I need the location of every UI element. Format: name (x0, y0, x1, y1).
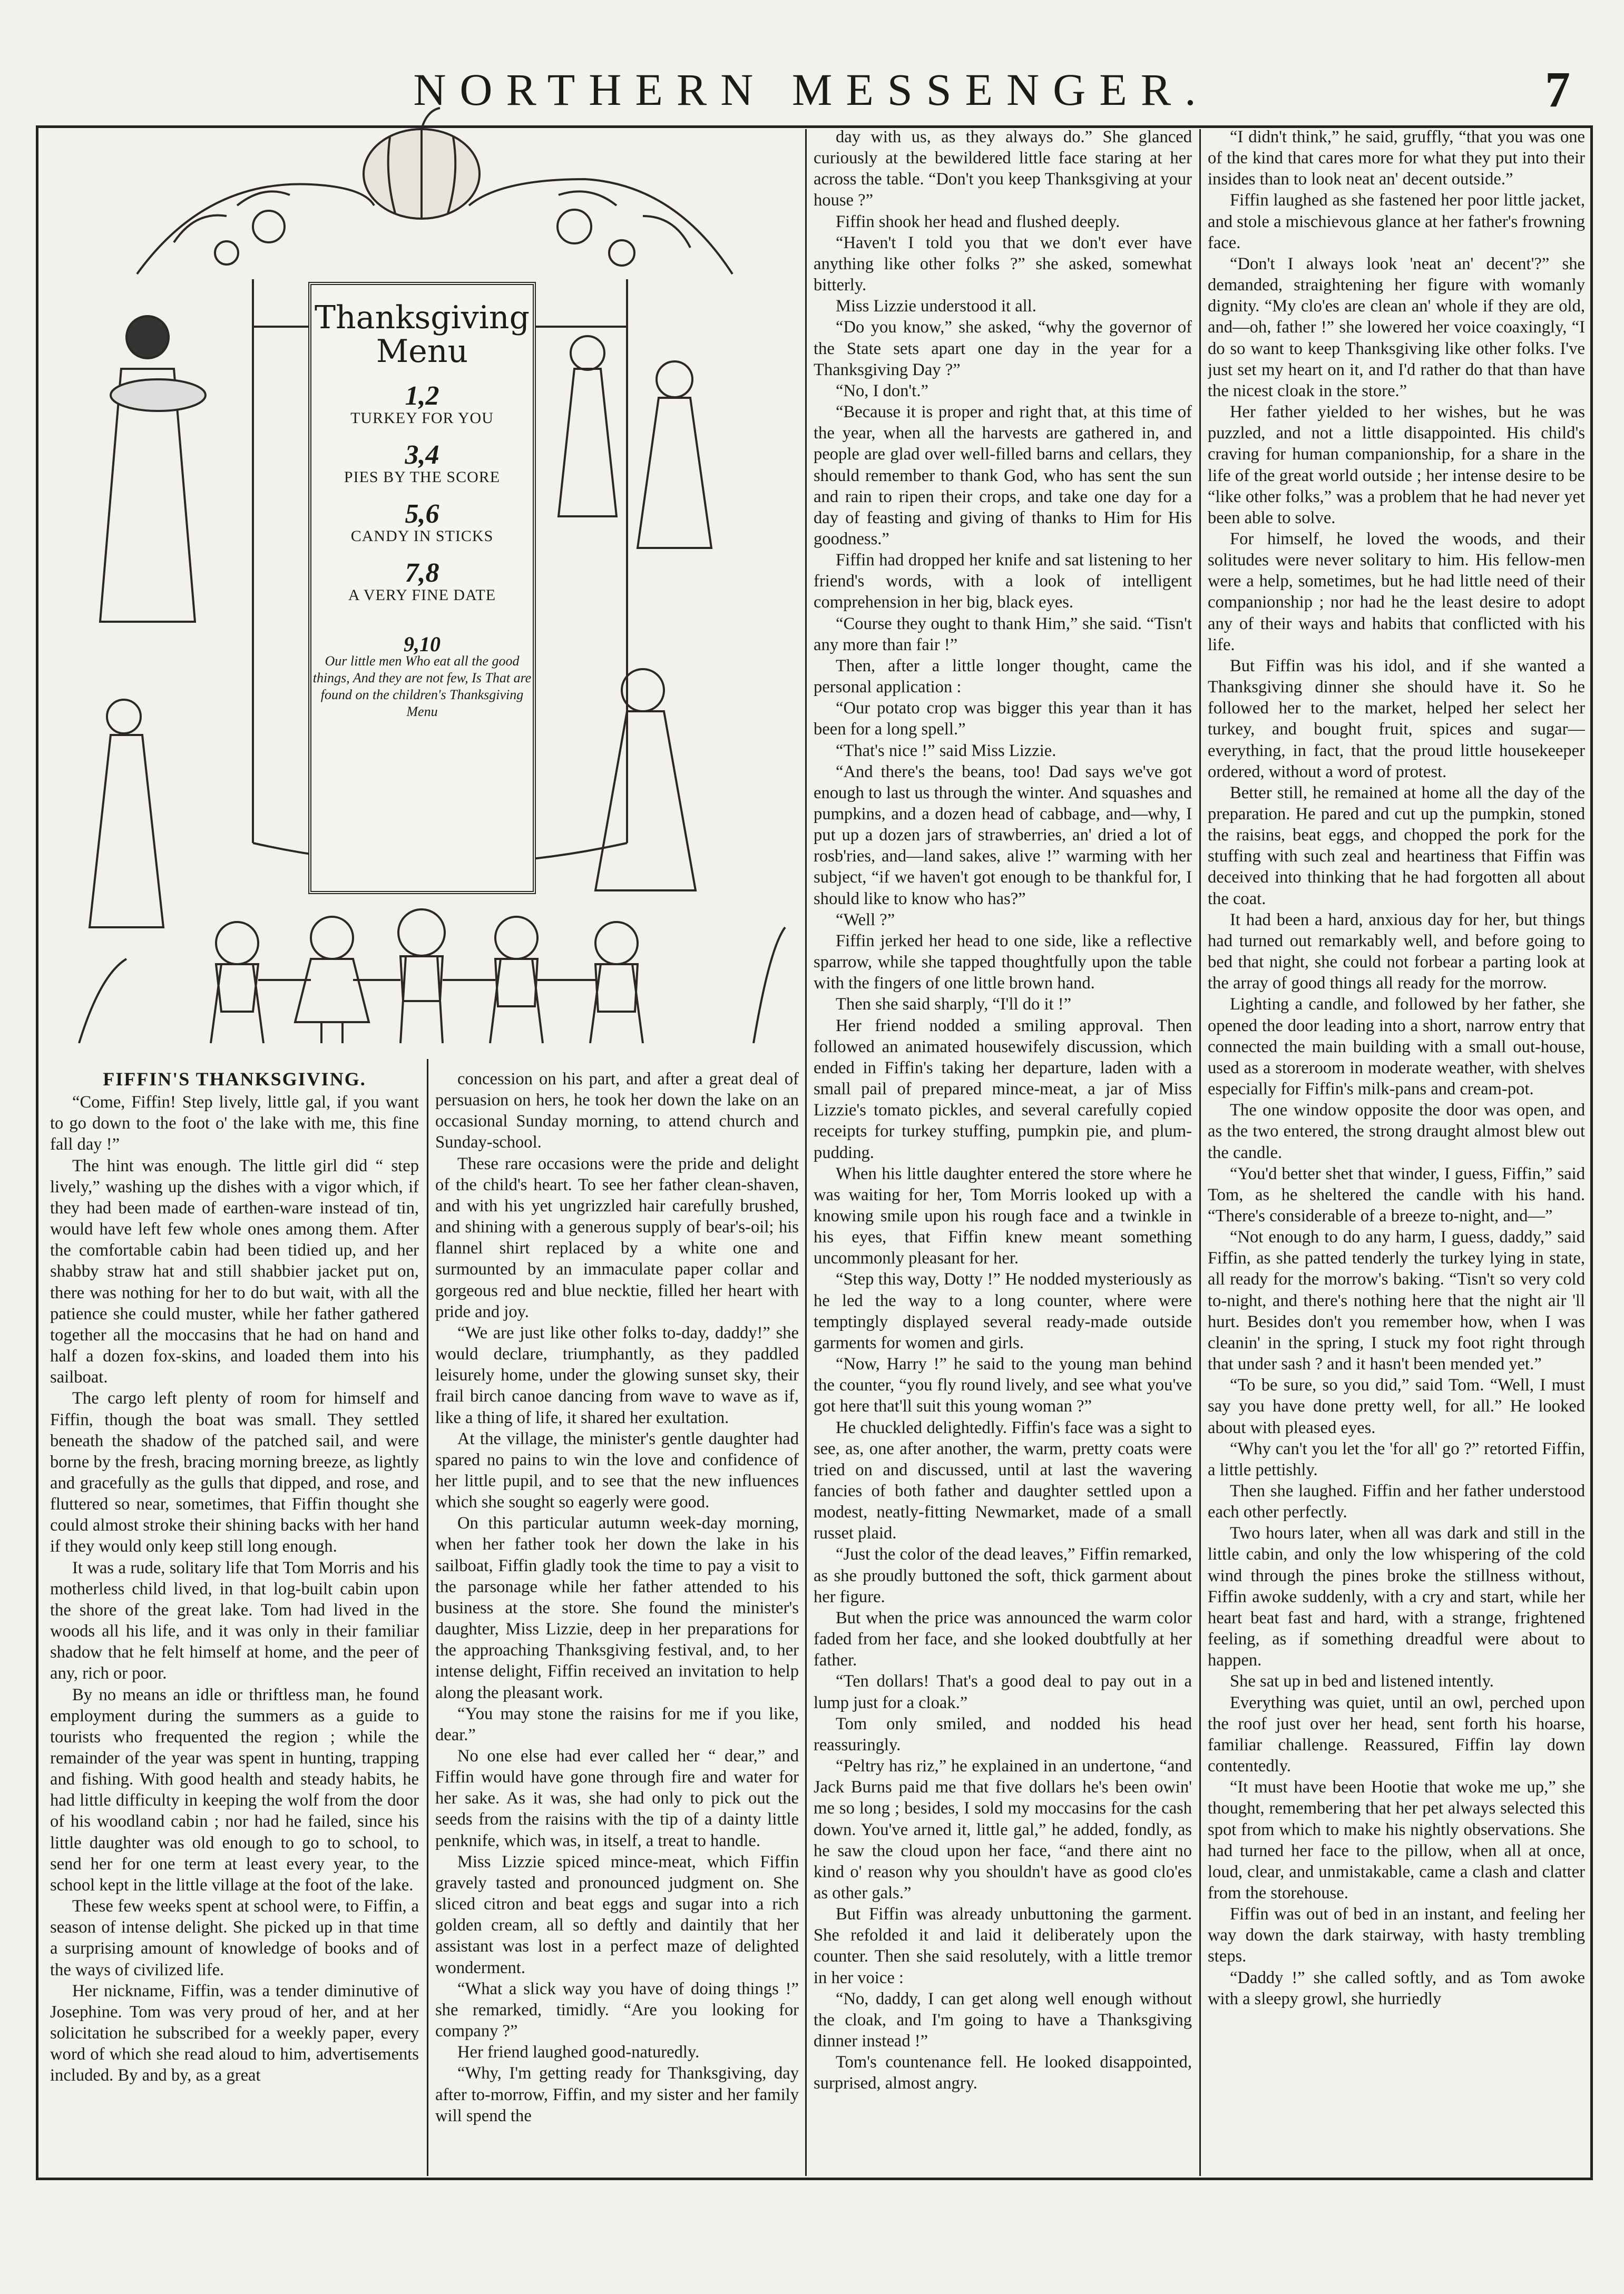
menu-footnote-text: Our little men Who eat all the good things, And they are not few, Is That are found on the children's Thanksgiving Menu (312, 653, 532, 719)
article-column-4 (1208, 126, 1585, 2176)
menu-item-text: TURKEY FOR YOU (350, 409, 494, 427)
paragraph: Then she said sharply, “I'll do it !” (836, 995, 1072, 1014)
menu-item-number: 7,8 (405, 558, 439, 588)
paragraph: “It must have been Hootie that woke me up,” she thought, remembering that her pet always selected this spot from which to make his nightly observations. She had turned her face to the pillow, when all at once, loud, clear, and unmistakable, came a clash and clatter from the storehouse. (1208, 1778, 1585, 1903)
paragraph: Fiffin had dropped her knife and sat listening to her friend's words, with a look of intelligent comprehension in her big, black eyes. (814, 551, 1192, 612)
paragraph: “We are just like other folks to-day, daddy!” she would declare, triumphantly, as they paddled leisurely home, under the glowing sunset sky, their frail birch canoe dancing from wave to wave as if, like a thing of life, it shared her exultation. (435, 1323, 799, 1427)
column-2-body (435, 1068, 799, 2126)
paragraph: Everything was quiet, until an owl, perched upon the roof just over her head, sent forth his hoarse, familiar challenge. Reassured, Fiffin lay down contentedly. (1208, 1693, 1585, 1776)
paragraph: “Because it is proper and right that, at this time of the year, when all the harvests are gathered in, and people are glad over well-filled barns and cellars, they should remember to thank God, who has sent the sun and rain to ripen their crops, and take one day for a day of feasting and giving of thanks to Him for His goodness.” (814, 403, 1192, 548)
menu-item-text: A VERY FINE DATE (348, 586, 496, 604)
menu-item (311, 383, 533, 427)
paragraph: Fiffin was out of bed in an instant, and feeling her way down the dark stairway, with hasty trembling steps. (1208, 1905, 1585, 1966)
paragraph: “I didn't think,” he said, gruffly, “that you was one of the kind that cares more for what they put into their insides than to look neat an' decent outside.” (1208, 128, 1585, 189)
paragraph: “And there's the beans, too! Dad says we've got enough to last us through the winter. And squashes and pumpkins, and a dozen head of cabbage, and—why, I put up a dozen jars of strawberries, an' dried a lot of rosb'ries, and—land sakes, alive !” warming with her subject, “if we haven't got enough to be thankful for, I should like to know who has?” (814, 762, 1192, 908)
paragraph: It had been a hard, anxious day for her, but things had turned out remarkably well, and before going to bed that night, she could not forbear a parting look at the array of good things all ready for the morrow. (1208, 910, 1585, 993)
menu-footnote-number: 9,10 (404, 632, 441, 656)
menu-item-number: 1,2 (405, 381, 439, 411)
paragraph: These rare occasions were the pride and delight of the child's heart. To see her father clean-shaven, and with his yet ungrizzled hair carefully brushed, and shining with a generous supply of bear's-oil; his flannel shirt replaced by a white one and surmounted by an immaculate paper collar and gorgeous red and blue necktie, filled her heart with pride and joy. (435, 1154, 799, 1321)
menu-item-text: CANDY IN STICKS (350, 527, 494, 545)
article-column-1 (50, 1068, 419, 2175)
paragraph: “Daddy !” she called softly, and as Tom awoke with a sleepy growl, she hurriedly (1208, 1968, 1585, 2008)
paragraph: “No, I don't.” (836, 381, 928, 400)
paragraph: Tom only smiled, and nodded his head reassuringly. (814, 1714, 1192, 1754)
paragraph: “Come, Fiffin! Step lively, little gal, if you want to go down to the foot o' the lake with me, this fine fall day !” (50, 1093, 419, 1154)
article-column-2 (435, 1068, 799, 2175)
paragraph: “No, daddy, I can get along well enough without the cloak, and I'm going to have a Thanksgiving dinner instead !” (814, 1989, 1192, 2051)
paragraph: “Well ?” (836, 910, 895, 929)
paragraph: Her father yielded to her wishes, but he was puzzled, and not a little disappointed. His child's craving for human companionship, for a share in the life of the great world outside ; her intense desire to be “like other folks,” was a problem that he had never yet been able to solve. (1208, 403, 1585, 527)
column-4-body (1208, 126, 1585, 2009)
paragraph: Lighting a candle, and followed by her father, she opened the door leading into a short, narrow entry that connected the main building with a small out-house, used as a storeroom in moderate weather, with shelves especially for Fiffin's milk-pans and cream-pot. (1208, 995, 1585, 1099)
paragraph: Fiffin shook her head and flushed deeply. (836, 212, 1120, 231)
paragraph: “Haven't I told you that we don't ever have anything like other folks ?” she asked, somewhat bitterly. (814, 233, 1192, 295)
column-rule-3 (1199, 129, 1201, 2176)
paragraph: He chuckled delightedly. Fiffin's face was a sight to see, as, one after another, the warm, pretty coats were tried on and discussed, until at last the wavering fancies of both father and daughter settled upon a modest, neatly-fitting Newmarket, made of a small russet plaid. (814, 1418, 1192, 1543)
column-rule-1 (427, 1059, 428, 2176)
paragraph: Fiffin laughed as she fastened her poor little jacket, and stole a mischievous glance at her father's frowning face. (1208, 191, 1585, 252)
paragraph: “Not enough to do any harm, I guess, daddy,” said Fiffin, as she patted tenderly the turkey lying in state, all ready for the morrow's baking. “Tisn't so very cold to-night, and there's nothing here that the night air 'll hurt. Besides don't you remember how, when I was cleanin' in the spring, I stuck my foot right through that under sash ? and it hasn't been mended yet.” (1208, 1228, 1585, 1374)
menu-item (311, 501, 533, 545)
paragraph: By no means an idle or thriftless man, he found employment during the summers as a guide to tourists who frequented the region ; while the remainder of the year was spent in hunting, trapping and fishing. With good health and steady habits, he had little difficulty in keeping the wolf from the door of his woodland cabin ; nor had he failed, since his little daughter was old enough to go to school, to send her for one term at least every year, to the school kept in the little village at the foot of the lake. (50, 1685, 419, 1895)
menu-footnote (311, 632, 533, 720)
paragraph: “Why can't you let the 'for all' go ?” retorted Fiffin, a little pettishly. (1208, 1439, 1585, 1479)
page-border-right (1590, 125, 1593, 2180)
paragraph: The cargo left plenty of room for himself and Fiffin, though the boat was small. They settled beneath the shadow of the patched sail, and were borne by the fresh, bracing morning breeze, as lightly and gracefully as the gulls that dipped, and rose, and fluttered so near, sometimes, that Fiffin thought she could almost stroke their shining backs with her hand if they would only keep still long enough. (50, 1389, 419, 1556)
paragraph: Her nickname, Fiffin, was a tender diminutive of Josephine. Tom was very proud of her, and at her solicitation he subscribed for a weekly paper, every word of which she read aloud to him, advertisements included. By and by, as a great (50, 1981, 419, 2085)
column-rule-2 (805, 129, 807, 2176)
menu-item (311, 442, 533, 486)
paragraph: These few weeks spent at school were, to Fiffin, a season of intense delight. She picked up in that time a surprising amount of knowledge of books and of the ways of civilized life. (50, 1897, 419, 1979)
paragraph: “You may stone the raisins for me if you like, dear.” (435, 1704, 799, 1744)
paragraph: concession on his part, and after a great deal of persuasion on hers, he took her down the lake on an occasional Sunday morning, to attend church and Sunday-school. (435, 1070, 799, 1152)
paragraph: “Don't I always look 'neat an' decent'?” she demanded, straightening her figure with womanly dignity. “My clo'es are clean an' whole if they are old, and—oh, father !” she lowered her voice coaxingly, “I do so want to keep Thanksgiving like other folks. I've just set my heart on it, and I'd rather do that than have the nicest cloak in the store.” (1208, 254, 1585, 400)
paragraph: “You'd better shet that winder, I guess, Fiffin,” said Tom, as he sheltered the candle with his hand. “There's considerable of a breeze to-night, and—” (1208, 1164, 1585, 1226)
paragraph: She sat up in bed and listened intently. (1230, 1672, 1494, 1691)
paragraph: “Why, I'm getting ready for Thanksgiving, day after to-morrow, Fiffin, and my sister and her family will spend the (435, 2064, 799, 2125)
paragraph: “Just the color of the dead leaves,” Fiffin remarked, as she proudly buttoned the soft, thick garment about her figure. (814, 1545, 1192, 1606)
menu-item-number: 5,6 (405, 499, 439, 529)
paragraph: Then she laughed. Fiffin and her father understood each other perfectly. (1208, 1482, 1585, 1522)
paragraph: Then, after a little longer thought, came the personal application : (814, 656, 1192, 697)
paragraph: “Course they ought to thank Him,” she said. “Tisn't any more than fair !” (814, 614, 1192, 654)
paragraph: When his little daughter entered the store where he was waiting for her, Tom Morris looked up with a knowing smile upon his rough face and a twinkle in his eyes, that Fiffin knew meant something uncommonly pleasant for her. (814, 1164, 1192, 1268)
paragraph: “What a slick way you have of doing things !” she remarked, timidly. “Are you looking for company ?” (435, 1979, 799, 2041)
paragraph: Two hours later, when all was dark and still in the little cabin, and only the low whispering of the cold wind through the pines broke the stillness without, Fiffin awoke suddenly, with a cry and start, while her heart beat fast and hard, with a strange, frightened feeling, as if something dreadful were about to happen. (1208, 1524, 1585, 1670)
menu-item-number: 3,4 (405, 440, 439, 470)
paragraph: Her friend laughed good-naturedly. (457, 2043, 700, 2062)
paragraph: Tom's countenance fell. He looked disappointed, surprised, almost angry. (814, 2053, 1192, 2093)
paragraph: But Fiffin was already unbuttoning the garment. She refolded it and laid it deliberately upon the counter. Then she said resolutely, with a little tremor in her voice : (814, 1905, 1192, 1987)
paragraph: But Fiffin was his idol, and if she wanted a Thanksgiving dinner she should have it. So he followed her to the market, helped her select her turkey, and bought fruit, spices and sugar—everything, in fact, that the proud little housekeeper ordered, without a word of protest. (1208, 656, 1585, 781)
paragraph: Miss Lizzie understood it all. (836, 297, 1036, 316)
paragraph: Fiffin jerked her head to one side, like a reflective sparrow, while she tapped thoughtfully upon the table with the fingers of one little brown hand. (814, 931, 1192, 993)
paragraph: “Our potato crop was bigger this year than it has been for a long spell.” (814, 699, 1192, 739)
paragraph: On this particular autumn week-day morning, when her father took her down the lake in his sailboat, Fiffin gladly took the time to pay a visit to the parsonage while her father attended to his business at the store. She found the minister's daughter, Miss Lizzie, deep in her preparations for the approaching Thanksgiving festival, and, to her intense delight, Fiffin received an invitation to help along the pleasant work. (435, 1514, 799, 1702)
menu-item-text: PIES BY THE SCORE (344, 468, 501, 486)
paragraph: It was a rude, solitary life that Tom Morris and his motherless child lived, in that log-built cabin upon the shore of the great lake. Tom had lived in the woods all his life, and it was only in their familiar shadow that he felt himself at home, and the peer of any, rich or poor. (50, 1558, 419, 1683)
page-border-bottom (36, 2178, 1593, 2180)
column-3-body (814, 126, 1192, 2094)
paragraph: The hint was enough. The little girl did “ step lively,” washing up the dishes with a vigor which, if they had been made of earthen-ware instead of tin, would have left few whole ones among them. After the comfortable cabin had been tidied up, and her shabby straw hat and still shabbier jacket put on, there was nothing for her to do but wait, with all the patience she could muster, while her father gathered together all the moccasins that he had on hand and half a dozen fox-skins, and loaded them into his sailboat. (50, 1156, 419, 1387)
paragraph: “To be sure, so you did,” said Tom. “Well, I must say you have done pretty well, for all.” He looked about with pleased eyes. (1208, 1376, 1585, 1437)
paragraph: For himself, he loved the woods, and their solitudes were never solitary to him. His fellow-men were a help, sometimes, but he had little need of their companionship ; nor had he the least desire to adopt any of their ways and habits that conflicted with his life. (1208, 529, 1585, 654)
paragraph: “Do you know,” she asked, “why the governor of the State sets apart one day in the year for a Thanksgiving Day ?” (814, 318, 1192, 379)
paragraph: The one window opposite the door was open, and as the two entered, the strong draught almost blew out the candle. (1208, 1101, 1585, 1162)
paragraph: No one else had ever called her “ dear,” and Fiffin would have gone through fire and water for her sake. As it was, she had only to pick out the seeds from the raisins with the tip of a dainty little penknife, which was, in itself, a treat to handle. (435, 1747, 799, 1850)
paragraph: “Peltry has riz,” he explained in an undertone, “and Jack Burns paid me that five dollars he's been owin' me so long ; besides, I sold my moccasins for the cash down. You've arned it, little gal,” he added, fondly, as he saw the cloud upon her face, “and there aint no kind o' reason why you shouldn't have as good clo'es as other gals.” (814, 1757, 1192, 1903)
page-border-left (36, 125, 38, 2180)
article-title: FIFFIN'S THANKSGIVING. (103, 1068, 366, 1090)
paragraph: Better still, he remained at home all the day of the preparation. He pared and cut up the pumpkin, stoned the raisins, beat eggs, and chopped the pork for the stuffing with such zeal and heartiness that Fiffin was deceived into thinking that he had forgotten all about the coat. (1208, 783, 1585, 908)
paragraph: day with us, as they always do.” She glanced curiously at the bewildered little face staring at her across the table. “Don't you keep Thanksgiving at your house ?” (814, 128, 1192, 210)
page-number: 7 (1545, 61, 1570, 117)
paragraph: But when the price was announced the warm color faded from her face, and she looked doubtfully at her father. (814, 1608, 1192, 1670)
paragraph: At the village, the minister's gentle daughter had spared no pains to win the love and confidence of her little pupil, and to see that the new influences which she sought so eagerly were good. (435, 1429, 799, 1512)
menu-item (311, 560, 533, 604)
paragraph: Her friend nodded a smiling approval. Then followed an animated housewifely discussion, which ended in Fiffin's taking her departure, laden with a small pail of prepared mince-meat, a jar of Miss Lizzie's tomato pickles, and several carefully copied receipts for turkey stuffing, pumpkin pie, and plum-pudding. (814, 1016, 1192, 1162)
paragraph: “Step this way, Dotty !” He nodded mysteriously as he led the way to a long counter, where were temptingly displayed several ready-made outside garments for women and girls. (814, 1270, 1192, 1352)
column-1-body (50, 1092, 419, 2086)
masthead-title: NORTHERN MESSENGER. (413, 64, 1210, 115)
menu-title: Thanksgiving Menu (315, 299, 530, 370)
thanksgiving-menu-panel (308, 282, 536, 894)
paragraph: Miss Lizzie spiced mince-meat, which Fiffin gravely tasted and pronounced judgment on. She sliced citron and beat eggs and sugar into a rich golden cream, all so deftly and daintily that her assistant was lost in a perfect maze of delighted wonderment. (435, 1852, 799, 1977)
article-column-3 (814, 126, 1192, 2176)
paragraph: “Now, Harry !” he said to the young man behind the counter, “you fly round lively, and see what you've got here that'll suit this young woman ?” (814, 1355, 1192, 1416)
paragraph: “Ten dollars! That's a good deal to pay out in a lump just for a cloak.” (814, 1672, 1192, 1712)
thanksgiving-illustration (69, 105, 801, 1043)
paragraph: “That's nice !” said Miss Lizzie. (836, 741, 1056, 760)
